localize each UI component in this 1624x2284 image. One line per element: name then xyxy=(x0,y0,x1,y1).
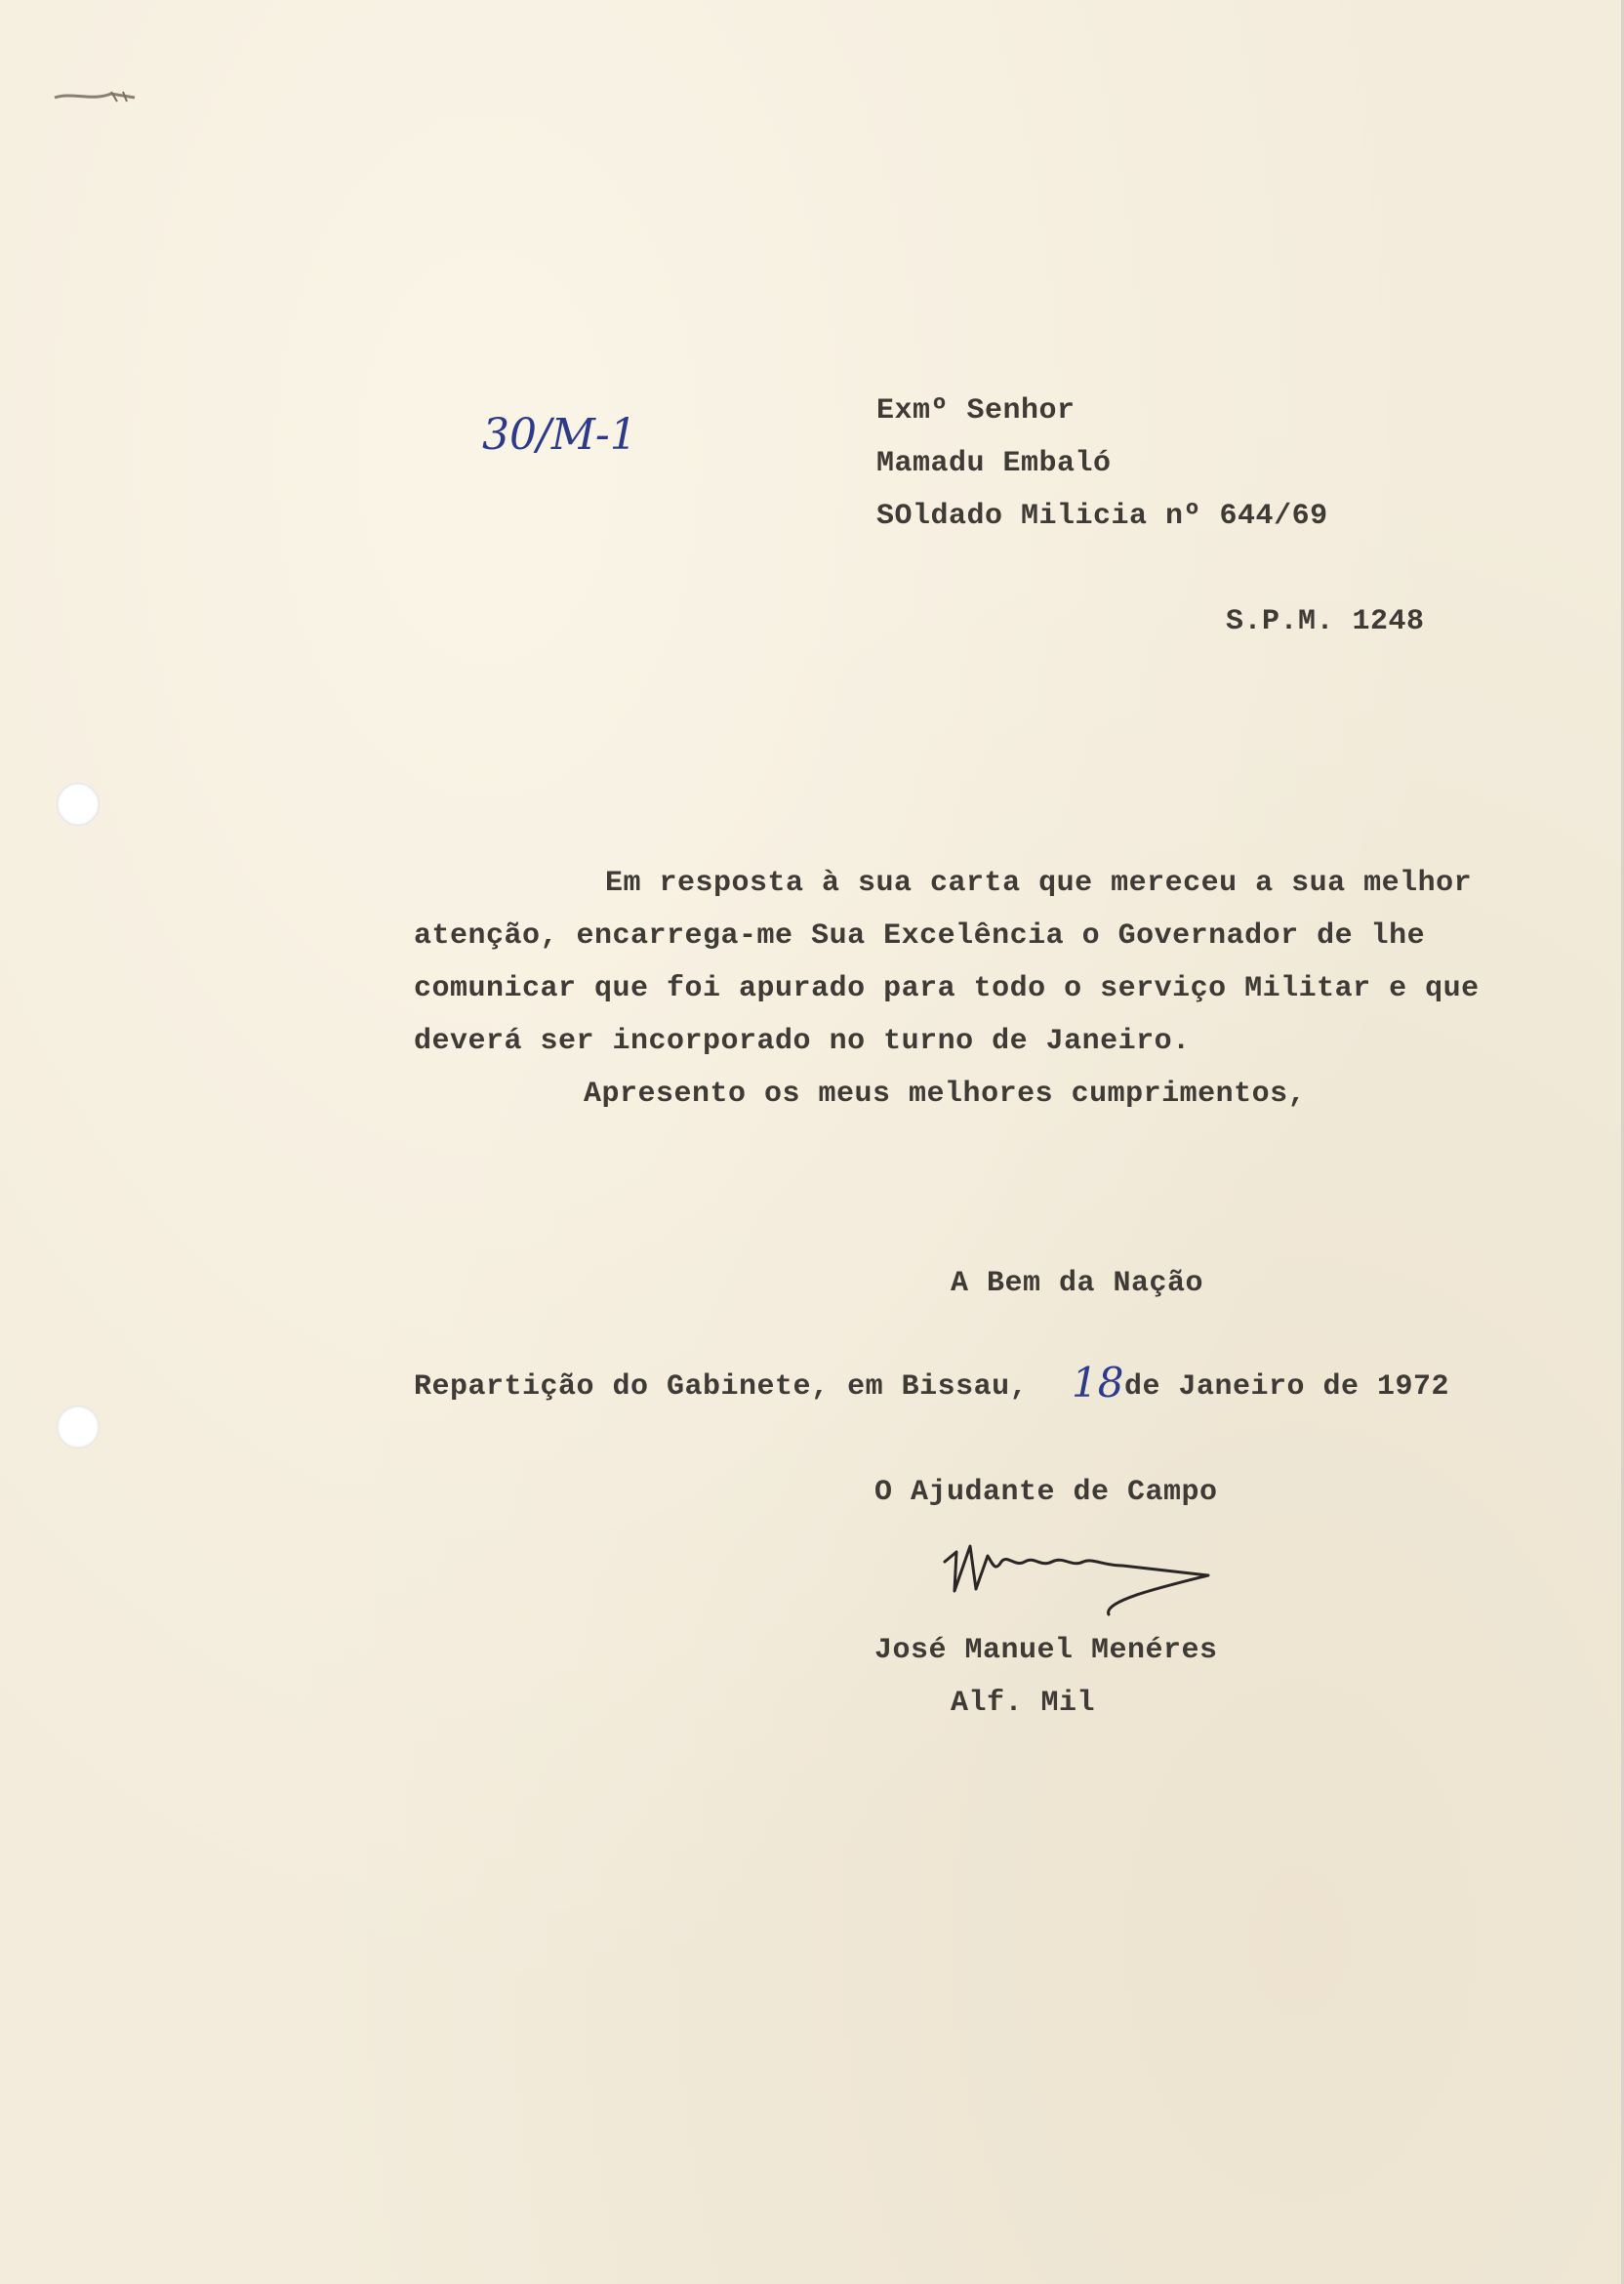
body-line-3: comunicar que foi apurado para todo o serviço Militar e que xyxy=(414,972,1480,1005)
signatory-name: José Manuel Menéres xyxy=(874,1634,1218,1667)
body-line-4: deverá ser incorporado no turno de Janeiro. xyxy=(414,1025,1191,1058)
punch-hole-lower xyxy=(57,1406,100,1448)
punch-hole-upper xyxy=(57,783,100,826)
dateline-prefix: Repartição do Gabinete, em Bissau, xyxy=(414,1370,1029,1404)
dateline-suffix: de Janeiro de 1972 xyxy=(1124,1370,1450,1404)
recipient-salutation: Exmº Senhor xyxy=(876,394,1076,428)
reference-mark: 30/M-1 xyxy=(482,410,637,460)
motto: A Bem da Nação xyxy=(951,1267,1204,1300)
recipient-name: Mamadu Embaló xyxy=(876,447,1112,480)
recipient-rank: SOldado Milicia nº 644/69 xyxy=(876,500,1328,533)
recipient-spm: S.P.M. 1248 xyxy=(1226,605,1425,638)
dateline-day: 18 xyxy=(1072,1359,1124,1407)
body-line-1: Em resposta à sua carta que mereceu a sua melhor xyxy=(605,867,1473,900)
signatory-rank: Alf. Mil xyxy=(951,1687,1096,1720)
staple-mark xyxy=(53,86,137,107)
body-line-2: atenção, encarrega-me Sua Excelência o Governador de lhe xyxy=(414,919,1426,953)
signatory-role: O Ajudante de Campo xyxy=(874,1476,1218,1509)
signature xyxy=(937,1532,1210,1630)
closing-line: Apresento os meus melhores cumprimentos, xyxy=(584,1078,1307,1111)
